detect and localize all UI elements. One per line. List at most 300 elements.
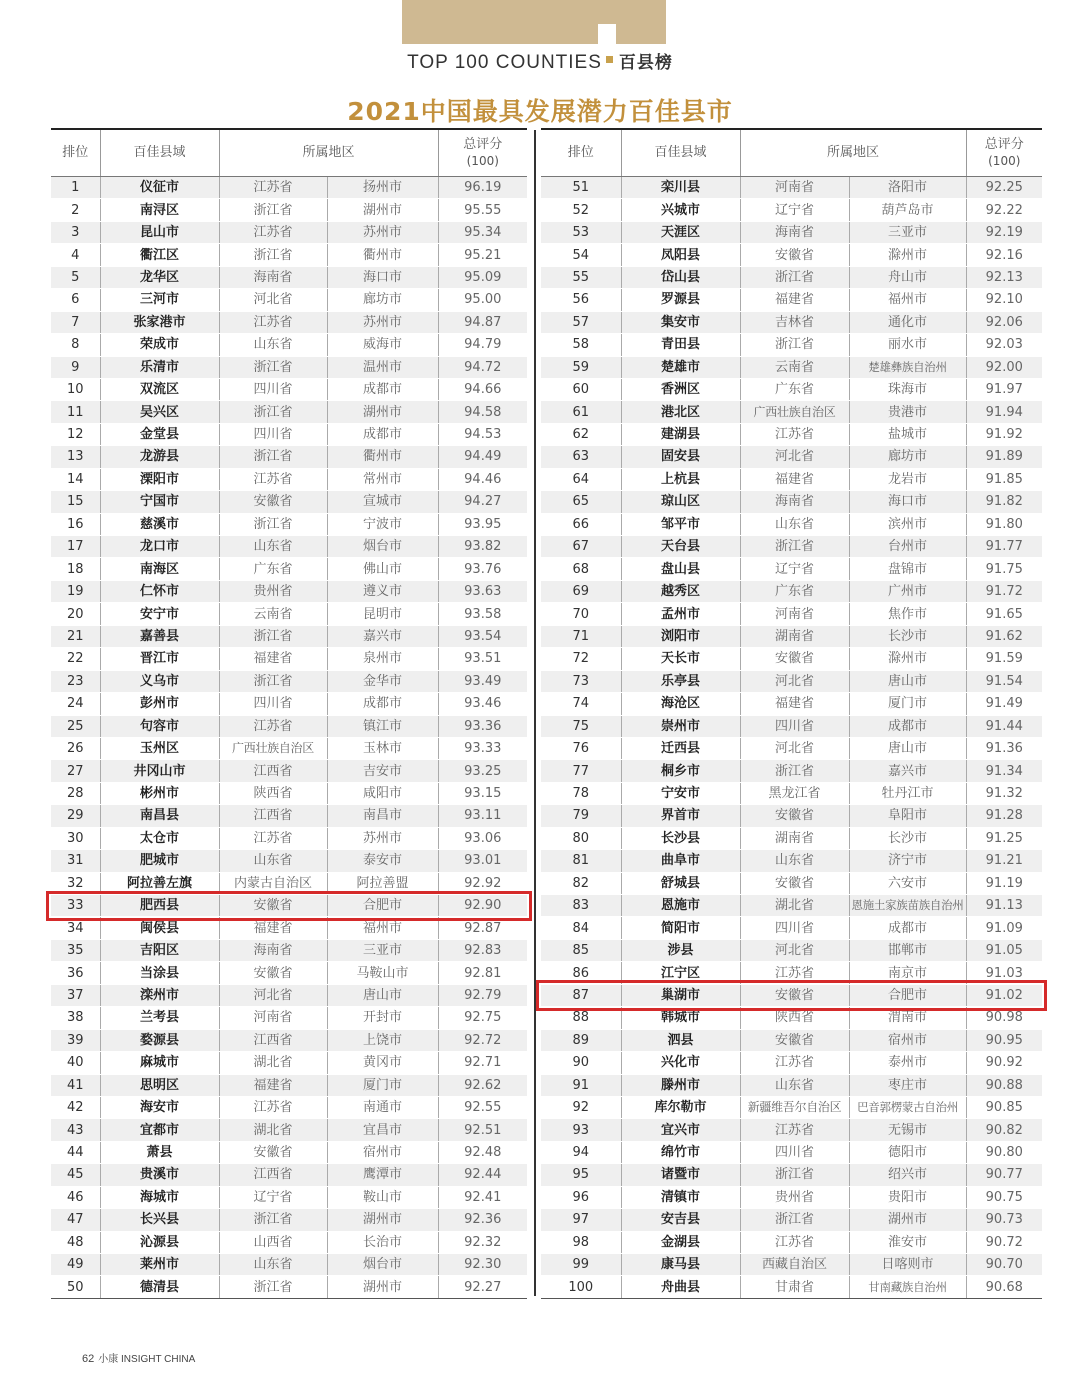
- county-name-cell: 太仓市: [100, 827, 219, 849]
- province-cell: 四川省: [740, 715, 849, 737]
- province-cell: 山东省: [219, 536, 327, 558]
- province-cell: 安徽省: [219, 895, 327, 917]
- score-cell: 95.55: [438, 199, 527, 221]
- rank-cell: 58: [541, 334, 621, 356]
- city-cell: 成都市: [849, 715, 966, 737]
- table-row: [51, 199, 527, 221]
- county-name-cell: 天涯区: [621, 221, 740, 243]
- city-cell: 南昌市: [327, 805, 438, 827]
- province-cell: 江苏省: [219, 827, 327, 849]
- province-cell: 辽宁省: [740, 558, 849, 580]
- rank-cell: 46: [51, 1186, 100, 1208]
- county-name-cell: 义乌市: [100, 670, 219, 692]
- county-name-cell: 麻城市: [100, 1052, 219, 1074]
- province-cell: 江苏省: [219, 715, 327, 737]
- county-name-cell: 双流区: [100, 378, 219, 400]
- rank-cell: 98: [541, 1231, 621, 1253]
- county-name-cell: 天长市: [621, 648, 740, 670]
- city-cell: 滁州市: [849, 244, 966, 266]
- province-cell: 山东省: [219, 334, 327, 356]
- province-cell: 西藏自治区: [740, 1254, 849, 1276]
- province-cell: 云南省: [740, 356, 849, 378]
- province-cell: 湖北省: [219, 1119, 327, 1141]
- header-rank: 排位: [51, 129, 100, 177]
- province-cell: 广西壮族自治区: [740, 401, 849, 423]
- rank-cell: 60: [541, 378, 621, 400]
- city-cell: 嘉兴市: [849, 760, 966, 782]
- province-cell: 浙江省: [219, 625, 327, 647]
- table-row: [541, 625, 1042, 647]
- county-name-cell: 滕州市: [621, 1074, 740, 1096]
- province-cell: 广东省: [740, 378, 849, 400]
- county-name-cell: 兴城市: [621, 199, 740, 221]
- table-row: [51, 423, 527, 445]
- score-cell: 90.73: [966, 1209, 1042, 1231]
- rank-cell: 54: [541, 244, 621, 266]
- county-name-cell: 乐清市: [100, 356, 219, 378]
- score-cell: 94.27: [438, 491, 527, 513]
- city-cell: 合肥市: [327, 895, 438, 917]
- county-name-cell: 栾川县: [621, 177, 740, 199]
- table-row: [51, 356, 527, 378]
- city-cell: 成都市: [327, 423, 438, 445]
- table-row: [541, 446, 1042, 468]
- rank-cell: 30: [51, 827, 100, 849]
- table-row: [51, 266, 527, 288]
- city-cell: 阿拉善盟: [327, 872, 438, 894]
- city-cell: 成都市: [327, 378, 438, 400]
- city-cell: 珠海市: [849, 378, 966, 400]
- table-row: [541, 1209, 1042, 1231]
- province-cell: 安徽省: [740, 244, 849, 266]
- rank-cell: 59: [541, 356, 621, 378]
- city-cell: 威海市: [327, 334, 438, 356]
- rank-cell: 79: [541, 805, 621, 827]
- city-cell: 金华市: [327, 670, 438, 692]
- table-row: [541, 648, 1042, 670]
- score-cell: 94.72: [438, 356, 527, 378]
- score-cell: 92.10: [966, 289, 1042, 311]
- province-cell: 河北省: [219, 984, 327, 1006]
- city-cell: 昆明市: [327, 603, 438, 625]
- rank-cell: 82: [541, 872, 621, 894]
- county-name-cell: 玉州区: [100, 737, 219, 759]
- table-row: [541, 1276, 1042, 1298]
- table-row: [541, 939, 1042, 961]
- county-name-cell: 阿拉善左旗: [100, 872, 219, 894]
- table-row: [51, 715, 527, 737]
- city-cell: 宿州市: [849, 1029, 966, 1051]
- table-row: [541, 827, 1042, 849]
- table-row: [541, 917, 1042, 939]
- rank-cell: 34: [51, 917, 100, 939]
- city-cell: 长沙市: [849, 827, 966, 849]
- city-cell: 衢州市: [327, 446, 438, 468]
- table-row: [541, 603, 1042, 625]
- city-cell: 巴音郭楞蒙古自治州: [849, 1096, 966, 1118]
- header-score: [966, 129, 1042, 177]
- city-cell: 宿州市: [327, 1141, 438, 1163]
- rank-cell: 96: [541, 1186, 621, 1208]
- city-cell: 盐城市: [849, 423, 966, 445]
- header-decoration-notch: [598, 24, 616, 44]
- rank-cell: 6: [51, 289, 100, 311]
- rank-cell: 29: [51, 805, 100, 827]
- rank-cell: 11: [51, 401, 100, 423]
- table-row: [541, 872, 1042, 894]
- province-cell: 山东省: [740, 1074, 849, 1096]
- province-cell: 浙江省: [219, 1209, 327, 1231]
- city-cell: 苏州市: [327, 221, 438, 243]
- province-cell: 安徽省: [219, 1141, 327, 1163]
- province-cell: 吉林省: [740, 311, 849, 333]
- rank-cell: 19: [51, 580, 100, 602]
- province-cell: 山东省: [740, 850, 849, 872]
- county-name-cell: 兰考县: [100, 1007, 219, 1029]
- county-name-cell: 盘山县: [621, 558, 740, 580]
- rank-cell: 90: [541, 1052, 621, 1074]
- province-cell: 江苏省: [219, 1096, 327, 1118]
- city-cell: 苏州市: [327, 311, 438, 333]
- province-cell: 江苏省: [740, 1231, 849, 1253]
- county-name-cell: 井冈山市: [100, 760, 219, 782]
- score-cell: 95.09: [438, 266, 527, 288]
- table-row: [51, 221, 527, 243]
- county-name-cell: 龙游县: [100, 446, 219, 468]
- county-name-cell: 琼山区: [621, 491, 740, 513]
- province-cell: 海南省: [219, 939, 327, 961]
- rank-cell: 1: [51, 177, 100, 199]
- county-name-cell: 恩施市: [621, 895, 740, 917]
- county-name-cell: 德清县: [100, 1276, 219, 1298]
- rank-cell: 44: [51, 1141, 100, 1163]
- table-row: [541, 311, 1042, 333]
- province-cell: 湖北省: [740, 895, 849, 917]
- province-cell: 广东省: [740, 580, 849, 602]
- county-name-cell: 兴化市: [621, 1052, 740, 1074]
- city-cell: 泰州市: [849, 1052, 966, 1074]
- county-name-cell: 张家港市: [100, 311, 219, 333]
- province-cell: 江苏省: [740, 423, 849, 445]
- county-name-cell: 舟曲县: [621, 1276, 740, 1298]
- province-cell: 江西省: [219, 805, 327, 827]
- score-cell: 90.72: [966, 1231, 1042, 1253]
- score-cell: 90.75: [966, 1186, 1042, 1208]
- county-name-cell: 泗县: [621, 1029, 740, 1051]
- city-cell: 南通市: [327, 1096, 438, 1118]
- province-cell: 浙江省: [219, 446, 327, 468]
- center-divider: [534, 130, 536, 1296]
- score-cell: 91.80: [966, 513, 1042, 535]
- table-row: [51, 760, 527, 782]
- score-cell: 92.25: [966, 177, 1042, 199]
- rank-cell: 37: [51, 984, 100, 1006]
- rank-cell: 88: [541, 1007, 621, 1029]
- score-cell: 90.98: [966, 1007, 1042, 1029]
- county-name-cell: 崇州市: [621, 715, 740, 737]
- score-cell: 90.68: [966, 1276, 1042, 1298]
- county-name-cell: 界首市: [621, 805, 740, 827]
- city-cell: 龙岩市: [849, 468, 966, 490]
- score-cell: 91.21: [966, 850, 1042, 872]
- county-name-cell: 沁源县: [100, 1231, 219, 1253]
- rank-cell: 75: [541, 715, 621, 737]
- city-cell: 泰安市: [327, 850, 438, 872]
- city-cell: 六安市: [849, 872, 966, 894]
- city-cell: 苏州市: [327, 827, 438, 849]
- city-cell: 唐山市: [327, 984, 438, 1006]
- rank-cell: 77: [541, 760, 621, 782]
- county-name-cell: 晋江市: [100, 648, 219, 670]
- score-cell: 91.89: [966, 446, 1042, 468]
- county-name-cell: 龙口市: [100, 536, 219, 558]
- province-cell: 山东省: [740, 513, 849, 535]
- score-cell: 91.77: [966, 536, 1042, 558]
- county-name-cell: 楚雄市: [621, 356, 740, 378]
- county-name-cell: 香洲区: [621, 378, 740, 400]
- province-cell: 浙江省: [740, 536, 849, 558]
- score-cell: 93.36: [438, 715, 527, 737]
- city-cell: 宣城市: [327, 491, 438, 513]
- score-cell: 93.01: [438, 850, 527, 872]
- rank-cell: 7: [51, 311, 100, 333]
- rank-cell: 18: [51, 558, 100, 580]
- province-cell: 山东省: [219, 850, 327, 872]
- province-cell: 贵州省: [740, 1186, 849, 1208]
- score-cell: 91.13: [966, 895, 1042, 917]
- province-cell: 海南省: [740, 221, 849, 243]
- city-cell: 厦门市: [849, 693, 966, 715]
- table-row: [541, 805, 1042, 827]
- province-cell: 福建省: [219, 648, 327, 670]
- city-cell: 烟台市: [327, 1254, 438, 1276]
- score-cell: 93.54: [438, 625, 527, 647]
- rank-cell: 12: [51, 423, 100, 445]
- city-cell: 阜阳市: [849, 805, 966, 827]
- county-name-cell: 凤阳县: [621, 244, 740, 266]
- county-name-cell: 慈溪市: [100, 513, 219, 535]
- score-cell: 91.82: [966, 491, 1042, 513]
- section-tag-zh: 百县榜: [618, 53, 673, 73]
- rank-cell: 68: [541, 558, 621, 580]
- county-name-cell: 长兴县: [100, 1209, 219, 1231]
- county-name-cell: 青田县: [621, 334, 740, 356]
- city-cell: 福州市: [327, 917, 438, 939]
- score-cell: 93.76: [438, 558, 527, 580]
- province-cell: 安徽省: [219, 491, 327, 513]
- score-cell: 91.59: [966, 648, 1042, 670]
- province-cell: 安徽省: [740, 984, 849, 1006]
- ranking-table-right: [541, 128, 1042, 1299]
- rank-cell: 52: [541, 199, 621, 221]
- county-name-cell: 宁国市: [100, 491, 219, 513]
- table-row: [541, 1029, 1042, 1051]
- county-name-cell: 昆山市: [100, 221, 219, 243]
- header-decoration: [402, 0, 666, 44]
- province-cell: 四川省: [219, 378, 327, 400]
- score-cell: 92.48: [438, 1141, 527, 1163]
- table-row: [541, 1186, 1042, 1208]
- score-cell: 92.83: [438, 939, 527, 961]
- table-row: [541, 177, 1042, 199]
- county-name-cell: 上杭县: [621, 468, 740, 490]
- score-cell: 92.00: [966, 356, 1042, 378]
- table-row: [51, 1209, 527, 1231]
- rank-cell: 26: [51, 737, 100, 759]
- city-cell: 滁州市: [849, 648, 966, 670]
- rank-cell: 2: [51, 199, 100, 221]
- rank-cell: 32: [51, 872, 100, 894]
- city-cell: 南京市: [849, 962, 966, 984]
- rank-cell: 45: [51, 1164, 100, 1186]
- province-cell: 河北省: [740, 446, 849, 468]
- county-name-cell: 彬州市: [100, 782, 219, 804]
- score-cell: 92.81: [438, 962, 527, 984]
- rank-cell: 84: [541, 917, 621, 939]
- county-name-cell: 莱州市: [100, 1254, 219, 1276]
- rank-cell: 85: [541, 939, 621, 961]
- table-row: [51, 670, 527, 692]
- city-cell: 佛山市: [327, 558, 438, 580]
- rank-cell: 78: [541, 782, 621, 804]
- score-cell: 91.49: [966, 693, 1042, 715]
- score-cell: 93.82: [438, 536, 527, 558]
- table-row: [541, 513, 1042, 535]
- score-cell: 91.62: [966, 625, 1042, 647]
- table-row: [541, 1164, 1042, 1186]
- rank-cell: 41: [51, 1074, 100, 1096]
- county-name-cell: 岱山县: [621, 266, 740, 288]
- rank-cell: 20: [51, 603, 100, 625]
- score-cell: 92.36: [438, 1209, 527, 1231]
- table-row: [51, 1276, 527, 1298]
- table-row: [51, 939, 527, 961]
- rank-cell: 80: [541, 827, 621, 849]
- score-cell: 90.82: [966, 1119, 1042, 1141]
- score-cell: 92.32: [438, 1231, 527, 1253]
- county-name-cell: 绵竹市: [621, 1141, 740, 1163]
- city-cell: 宜昌市: [327, 1119, 438, 1141]
- province-cell: 福建省: [740, 289, 849, 311]
- rank-cell: 63: [541, 446, 621, 468]
- county-name-cell: 吉阳区: [100, 939, 219, 961]
- rank-cell: 35: [51, 939, 100, 961]
- county-name-cell: 金堂县: [100, 423, 219, 445]
- county-name-cell: 肥西县: [100, 895, 219, 917]
- table-row: [541, 693, 1042, 715]
- city-cell: 廊坊市: [849, 446, 966, 468]
- rank-cell: 47: [51, 1209, 100, 1231]
- province-cell: 江苏省: [740, 1052, 849, 1074]
- score-cell: 91.97: [966, 378, 1042, 400]
- score-cell: 91.54: [966, 670, 1042, 692]
- score-cell: 93.11: [438, 805, 527, 827]
- province-cell: 湖北省: [219, 1052, 327, 1074]
- county-name-cell: 安吉县: [621, 1209, 740, 1231]
- table-row: [541, 491, 1042, 513]
- table-row: [51, 580, 527, 602]
- city-cell: 湖州市: [327, 1209, 438, 1231]
- score-cell: 93.25: [438, 760, 527, 782]
- table-row: [51, 805, 527, 827]
- rank-cell: 39: [51, 1029, 100, 1051]
- score-cell: 92.72: [438, 1029, 527, 1051]
- county-name-cell: 清镇市: [621, 1186, 740, 1208]
- score-cell: 95.21: [438, 244, 527, 266]
- county-name-cell: 江宁区: [621, 962, 740, 984]
- score-cell: 93.46: [438, 693, 527, 715]
- province-cell: 新疆维吾尔自治区: [740, 1096, 849, 1118]
- score-cell: 91.92: [966, 423, 1042, 445]
- score-cell: 90.70: [966, 1254, 1042, 1276]
- score-cell: 92.55: [438, 1096, 527, 1118]
- province-cell: 浙江省: [219, 513, 327, 535]
- province-cell: 内蒙古自治区: [219, 872, 327, 894]
- table-row: [541, 670, 1042, 692]
- county-name-cell: 桐乡市: [621, 760, 740, 782]
- score-cell: 93.15: [438, 782, 527, 804]
- province-cell: 四川省: [740, 1141, 849, 1163]
- table-row: [51, 558, 527, 580]
- header-score-unit: (100): [988, 154, 1021, 168]
- city-cell: 鹰潭市: [327, 1164, 438, 1186]
- score-cell: 93.51: [438, 648, 527, 670]
- county-name-cell: 孟州市: [621, 603, 740, 625]
- rank-cell: 76: [541, 737, 621, 759]
- page-number: 62: [82, 1353, 95, 1365]
- rank-cell: 4: [51, 244, 100, 266]
- city-cell: 绍兴市: [849, 1164, 966, 1186]
- rank-cell: 33: [51, 895, 100, 917]
- city-cell: 温州市: [327, 356, 438, 378]
- rank-cell: 64: [541, 468, 621, 490]
- score-cell: 90.95: [966, 1029, 1042, 1051]
- header-score: [438, 129, 527, 177]
- score-cell: 92.13: [966, 266, 1042, 288]
- city-cell: 湖州市: [327, 199, 438, 221]
- province-cell: 河南省: [740, 177, 849, 199]
- table-row: [541, 1141, 1042, 1163]
- table-row: [51, 984, 527, 1006]
- city-cell: 丽水市: [849, 334, 966, 356]
- rank-cell: 13: [51, 446, 100, 468]
- score-cell: 94.66: [438, 378, 527, 400]
- city-cell: 玉林市: [327, 737, 438, 759]
- province-cell: 湖南省: [740, 827, 849, 849]
- city-cell: 马鞍山市: [327, 962, 438, 984]
- score-cell: 91.25: [966, 827, 1042, 849]
- rank-cell: 28: [51, 782, 100, 804]
- score-cell: 93.49: [438, 670, 527, 692]
- table-row: [541, 580, 1042, 602]
- score-cell: 91.09: [966, 917, 1042, 939]
- table-row: [541, 558, 1042, 580]
- city-cell: 扬州市: [327, 177, 438, 199]
- province-cell: 江苏省: [219, 221, 327, 243]
- city-cell: 滨州市: [849, 513, 966, 535]
- rank-cell: 62: [541, 423, 621, 445]
- county-name-cell: 南浔区: [100, 199, 219, 221]
- rank-cell: 38: [51, 1007, 100, 1029]
- table-row: [51, 737, 527, 759]
- province-cell: 江西省: [219, 760, 327, 782]
- score-cell: 95.34: [438, 221, 527, 243]
- table-row: [541, 289, 1042, 311]
- city-cell: 台州市: [849, 536, 966, 558]
- province-cell: 江苏省: [219, 177, 327, 199]
- table-row: [541, 1074, 1042, 1096]
- header-rank: 排位: [541, 129, 621, 177]
